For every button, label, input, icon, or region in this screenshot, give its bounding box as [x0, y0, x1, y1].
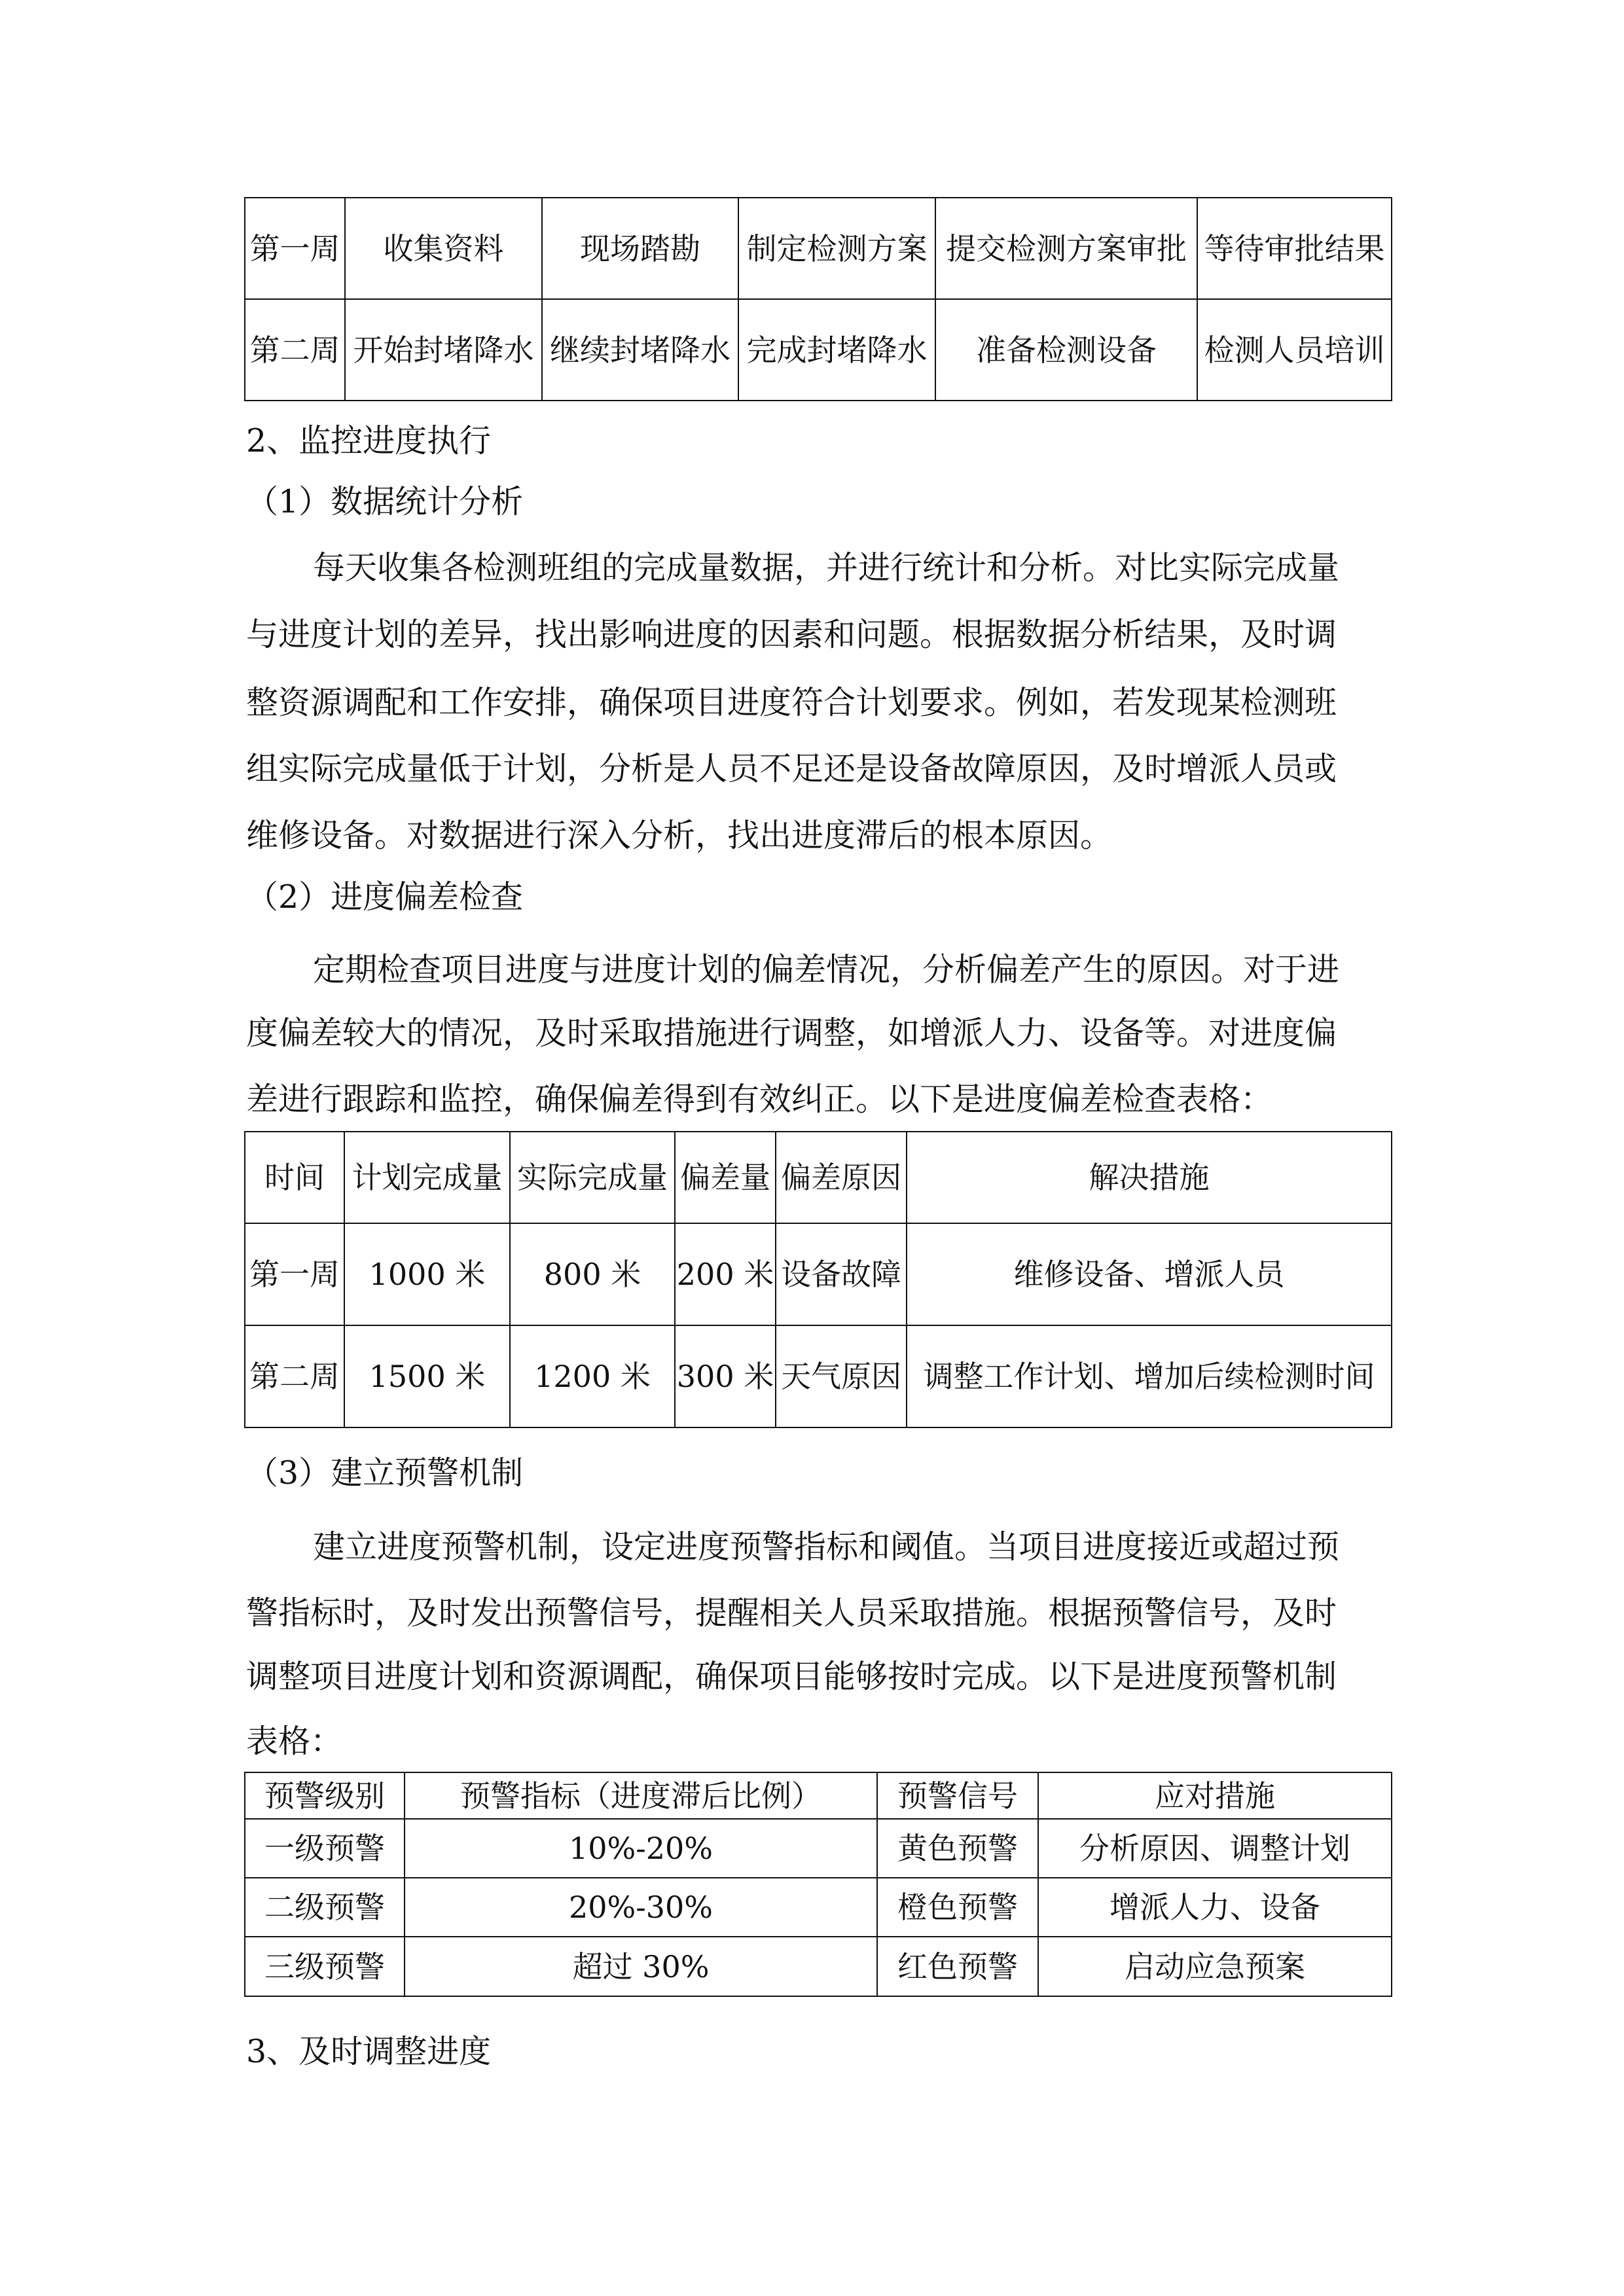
table-cell: 第二周 [245, 1325, 344, 1427]
table-row [245, 1937, 1392, 1996]
table-cell: 黄色预警 [877, 1819, 1038, 1878]
table-cell: 完成封堵降水 [738, 299, 935, 401]
early-warning-table [244, 1772, 1392, 1997]
table-cell: 继续封堵降水 [542, 299, 738, 401]
table-cell: 三级预警 [245, 1937, 405, 1996]
table-cell: 10%-20% [405, 1819, 877, 1878]
paragraph-line: 度偏差较大的情况，及时采取措施进行调整，如增派人力、设备等。对进度偏 [246, 1014, 1337, 1052]
table-cell: 等待审批结果 [1197, 198, 1392, 299]
paragraph-line: 整资源调配和工作安排，确保项目进度符合计划要求。例如，若发现某检测班 [246, 684, 1337, 721]
paragraph-line: 与进度计划的差异，找出影响进度的因素和问题。根据数据分析结果，及时调 [246, 616, 1337, 653]
paragraph-line: 组实际完成量低于计划，分析是人员不足还是设备故障原因，及时增派人员或 [246, 750, 1337, 787]
weekly-plan-table [244, 197, 1392, 401]
table-cell: 准备检测设备 [935, 299, 1197, 401]
table-cell: 提交检测方案审批 [935, 198, 1197, 299]
paragraph-line: 定期检查项目进度与进度计划的偏差情况，分析偏差产生的原因。对于进 [313, 951, 1340, 988]
table-cell: 二级预警 [245, 1878, 405, 1937]
column-header: 计划完成量 [344, 1132, 510, 1223]
table-cell: 红色预警 [877, 1937, 1038, 1996]
table-cell: 收集资料 [345, 198, 542, 299]
paragraph-line: 调整项目进度计划和资源调配，确保项目能够按时完成。以下是进度预警机制 [246, 1658, 1337, 1695]
paragraph-line: 差进行跟踪和监控，确保偏差得到有效纠正。以下是进度偏差检查表格： [246, 1081, 1273, 1118]
table-header-row [245, 1772, 1392, 1819]
subsection-heading: （1）数据统计分析 [246, 483, 524, 520]
table-cell: 一级预警 [245, 1819, 405, 1878]
table-cell: 第一周 [245, 198, 345, 299]
paragraph-line: 每天收集各检测班组的完成量数据，并进行统计和分析。对比实际完成量 [313, 549, 1340, 586]
table-cell: 1000 米 [344, 1223, 510, 1325]
column-header: 时间 [245, 1132, 344, 1223]
column-header: 偏差量 [675, 1132, 776, 1223]
table-cell: 超过 30% [405, 1937, 877, 1996]
column-header: 应对措施 [1038, 1772, 1392, 1819]
paragraph-line: 警指标时，及时发出预警信号，提醒相关人员采取措施。根据预警信号，及时 [246, 1594, 1337, 1632]
table-cell: 300 米 [675, 1325, 776, 1427]
table-row [245, 1325, 1392, 1427]
table-cell: 天气原因 [776, 1325, 907, 1427]
table-cell: 20%-30% [405, 1878, 877, 1937]
table-cell: 1500 米 [344, 1325, 510, 1427]
paragraph-line: 表格： [246, 1723, 343, 1760]
table-cell: 分析原因、调整计划 [1038, 1819, 1392, 1878]
table-cell: 第一周 [245, 1223, 344, 1325]
column-header: 预警信号 [877, 1772, 1038, 1819]
table-cell: 橙色预警 [877, 1878, 1038, 1937]
section-heading: 3、及时调整进度 [246, 2033, 492, 2070]
table-cell: 第二周 [245, 299, 345, 401]
table-cell: 增派人力、设备 [1038, 1878, 1392, 1937]
table-row [245, 299, 1392, 401]
progress-deviation-table [244, 1131, 1392, 1428]
subsection-heading: （2）进度偏差检查 [246, 878, 524, 916]
table-cell: 维修设备、增派人员 [907, 1223, 1392, 1325]
column-header: 预警级别 [245, 1772, 405, 1819]
table-cell: 1200 米 [510, 1325, 675, 1427]
table-cell: 调整工作计划、增加后续检测时间 [907, 1325, 1392, 1427]
table-row [245, 198, 1392, 299]
table-cell: 开始封堵降水 [345, 299, 542, 401]
table-row [245, 1819, 1392, 1878]
column-header: 偏差原因 [776, 1132, 907, 1223]
subsection-heading: （3）建立预警机制 [246, 1454, 524, 1492]
table-cell: 制定检测方案 [738, 198, 935, 299]
table-cell: 200 米 [675, 1223, 776, 1325]
column-header: 实际完成量 [510, 1132, 675, 1223]
table-row [245, 1223, 1392, 1325]
table-cell: 800 米 [510, 1223, 675, 1325]
table-row [245, 1878, 1392, 1937]
paragraph-line: 维修设备。对数据进行深入分析，找出进度滞后的根本原因。 [246, 817, 1113, 854]
table-cell: 现场踏勘 [542, 198, 738, 299]
table-cell: 启动应急预案 [1038, 1937, 1392, 1996]
paragraph-line: 建立进度预警机制，设定进度预警指标和阈值。当项目进度接近或超过预 [313, 1528, 1340, 1566]
section-heading: 2、监控进度执行 [246, 422, 492, 459]
column-header: 预警指标（进度滞后比例） [405, 1772, 877, 1819]
table-cell: 设备故障 [776, 1223, 907, 1325]
table-header-row [245, 1132, 1392, 1223]
column-header: 解决措施 [907, 1132, 1392, 1223]
table-cell: 检测人员培训 [1197, 299, 1392, 401]
